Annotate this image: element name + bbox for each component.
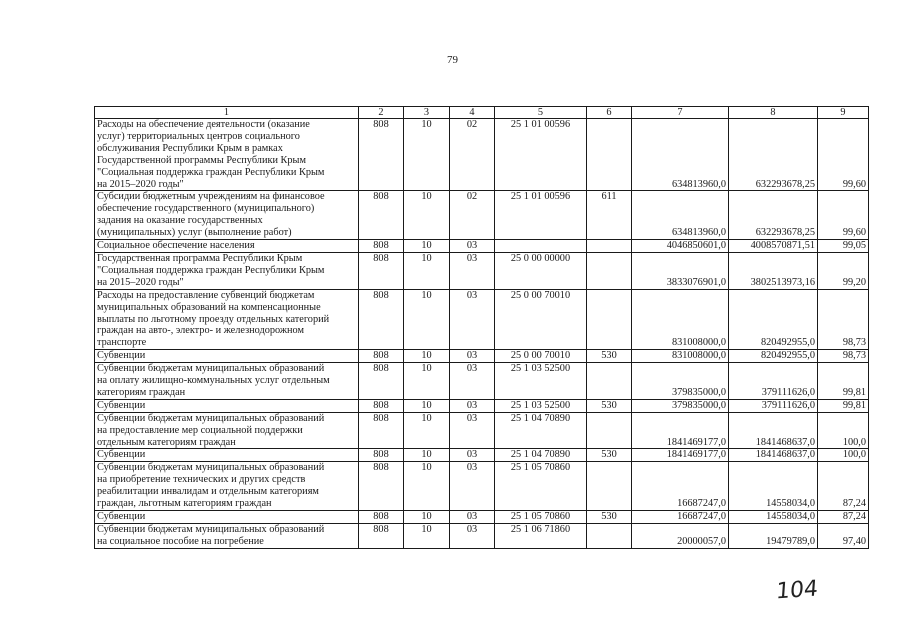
expense-type-cell: 530 <box>587 399 632 412</box>
execution-percent-cell: 98,73 <box>818 289 869 350</box>
admin-code-cell: 808 <box>359 252 404 289</box>
subsection-cell: 03 <box>450 252 495 289</box>
section-cell: 10 <box>404 252 450 289</box>
description-line: Субвенции бюджетам муниципальных образований <box>97 412 325 424</box>
actual-amount-cell: 3802513973,16 <box>729 252 818 289</box>
column-header: 2 <box>359 107 404 119</box>
description-line: на приобретение технических и других средств <box>97 474 306 486</box>
description-line: категориям граждан <box>97 386 186 398</box>
expense-type-cell: 611 <box>587 191 632 240</box>
actual-amount-cell: 820492955,0 <box>729 289 818 350</box>
description-line: услуг) территориальных центров социального <box>97 130 300 142</box>
admin-code-cell: 808 <box>359 191 404 240</box>
subsection-cell: 03 <box>450 350 495 363</box>
description-line: Субвенции <box>97 350 146 362</box>
description-line: на 2015–2020 годы" <box>97 276 184 288</box>
planned-amount-cell: 20000057,0 <box>632 523 729 548</box>
handwritten-page-mark: 104 <box>775 576 819 605</box>
description-line: Расходы на обеспечение деятельности (оказание <box>97 119 310 130</box>
description-line: Субсидии бюджетным учреждениям на финансовое <box>97 191 325 203</box>
admin-code-cell: 808 <box>359 462 404 511</box>
planned-amount-cell: 16687247,0 <box>632 511 729 524</box>
target-article-cell: 25 1 03 52500 <box>495 399 587 412</box>
description-line: "Социальная поддержка граждан Республики Крым <box>97 166 325 178</box>
table-row <box>95 350 869 363</box>
row-description <box>95 252 359 289</box>
description-line: на 2015–2020 годы" <box>97 178 184 190</box>
planned-amount-cell: 831008000,0 <box>632 289 729 350</box>
description-line: на оплату жилищно-коммунальных услуг отдельным <box>97 375 330 387</box>
description-line: муниципальных образований на компенсационные <box>97 301 321 313</box>
target-article-cell: 25 1 05 70860 <box>495 511 587 524</box>
expense-type-cell <box>587 289 632 350</box>
description-line: Социальное обеспечение населения <box>97 240 255 252</box>
actual-amount-cell: 632293678,25 <box>729 119 818 191</box>
admin-code-cell: 808 <box>359 399 404 412</box>
row-description <box>95 412 359 449</box>
actual-amount-cell: 14558034,0 <box>729 462 818 511</box>
section-cell: 10 <box>404 523 450 548</box>
expense-type-cell: 530 <box>587 511 632 524</box>
planned-amount-cell: 4046850601,0 <box>632 240 729 253</box>
row-description <box>95 240 359 253</box>
subsection-cell: 03 <box>450 399 495 412</box>
planned-amount-cell: 634813960,0 <box>632 119 729 191</box>
expense-type-cell <box>587 363 632 400</box>
actual-amount-cell: 4008570871,51 <box>729 240 818 253</box>
description-line: Субвенции бюджетам муниципальных образований <box>97 462 325 474</box>
row-description <box>95 289 359 350</box>
planned-amount-cell: 16687247,0 <box>632 462 729 511</box>
table-row <box>95 523 869 548</box>
section-cell: 10 <box>404 289 450 350</box>
execution-percent-cell: 87,24 <box>818 462 869 511</box>
admin-code-cell: 808 <box>359 289 404 350</box>
target-article-cell: 25 0 00 70010 <box>495 289 587 350</box>
subsection-cell: 03 <box>450 363 495 400</box>
description-line: Субвенции <box>97 511 146 522</box>
subsection-cell: 03 <box>450 523 495 548</box>
description-line: Государственная программа Республики Крым <box>97 252 303 264</box>
section-cell: 10 <box>404 363 450 400</box>
subsection-cell: 03 <box>450 412 495 449</box>
planned-amount-cell: 1841469177,0 <box>632 412 729 449</box>
actual-amount-cell: 820492955,0 <box>729 350 818 363</box>
planned-amount-cell: 1841469177,0 <box>632 449 729 462</box>
description-line: граждан на авто-, электро- и железнодорожном <box>97 325 305 337</box>
expense-type-cell <box>587 252 632 289</box>
budget-table <box>94 106 869 549</box>
row-description <box>95 350 359 363</box>
admin-code-cell: 808 <box>359 119 404 191</box>
planned-amount-cell: 3833076901,0 <box>632 252 729 289</box>
target-article-cell: 25 1 01 00596 <box>495 191 587 240</box>
table-row <box>95 399 869 412</box>
section-cell: 10 <box>404 511 450 524</box>
planned-amount-cell: 379835000,0 <box>632 399 729 412</box>
subsection-cell: 03 <box>450 462 495 511</box>
section-cell: 10 <box>404 119 450 191</box>
execution-percent-cell: 99,81 <box>818 363 869 400</box>
column-header: 9 <box>818 107 869 119</box>
expense-type-cell: 530 <box>587 449 632 462</box>
description-line: выплаты по льготному проезду отдельных категорий <box>97 313 330 325</box>
admin-code-cell: 808 <box>359 511 404 524</box>
subsection-cell: 02 <box>450 191 495 240</box>
description-line: отдельным категориям граждан <box>97 436 236 448</box>
execution-percent-cell: 99,81 <box>818 399 869 412</box>
row-description <box>95 399 359 412</box>
admin-code-cell: 808 <box>359 350 404 363</box>
target-article-cell: 25 1 03 52500 <box>495 363 587 400</box>
table-row <box>95 363 869 400</box>
target-article-cell: 25 1 06 71860 <box>495 523 587 548</box>
row-description <box>95 119 359 191</box>
execution-percent-cell: 97,40 <box>818 523 869 548</box>
description-line: обслуживания Республики Крым в рамках <box>97 142 283 154</box>
row-description <box>95 449 359 462</box>
execution-percent-cell: 99,60 <box>818 191 869 240</box>
target-article-cell: 25 0 00 70010 <box>495 350 587 363</box>
table-row <box>95 191 869 240</box>
execution-percent-cell: 87,24 <box>818 511 869 524</box>
section-cell: 10 <box>404 412 450 449</box>
description-line: Субвенции бюджетам муниципальных образований <box>97 363 325 375</box>
expense-type-cell <box>587 412 632 449</box>
table-row <box>95 511 869 524</box>
section-cell: 10 <box>404 191 450 240</box>
target-article-cell: 25 0 00 00000 <box>495 252 587 289</box>
planned-amount-cell: 634813960,0 <box>632 191 729 240</box>
target-article-cell: 25 1 01 00596 <box>495 119 587 191</box>
expense-type-cell: 530 <box>587 350 632 363</box>
actual-amount-cell: 14558034,0 <box>729 511 818 524</box>
description-line: Субвенции <box>97 449 146 461</box>
section-cell: 10 <box>404 399 450 412</box>
column-header: 3 <box>404 107 450 119</box>
execution-percent-cell: 100,0 <box>818 412 869 449</box>
execution-percent-cell: 99,05 <box>818 240 869 253</box>
table-row <box>95 119 869 191</box>
row-description <box>95 363 359 400</box>
actual-amount-cell: 1841468637,0 <box>729 449 818 462</box>
admin-code-cell: 808 <box>359 412 404 449</box>
actual-amount-cell: 379111626,0 <box>729 363 818 400</box>
target-article-cell <box>495 240 587 253</box>
table-header-row <box>95 107 869 119</box>
table-row <box>95 449 869 462</box>
planned-amount-cell: 831008000,0 <box>632 350 729 363</box>
column-header: 7 <box>632 107 729 119</box>
description-line: на предоставление мер социальной поддержки <box>97 424 303 436</box>
description-line: "Социальная поддержка граждан Республики Крым <box>97 264 325 276</box>
expense-type-cell <box>587 523 632 548</box>
description-line: Государственной программы Республики Крым <box>97 154 306 166</box>
planned-amount-cell: 379835000,0 <box>632 363 729 400</box>
subsection-cell: 03 <box>450 240 495 253</box>
section-cell: 10 <box>404 462 450 511</box>
row-description <box>95 462 359 511</box>
description-line: Расходы на предоставление субвенций бюджетам <box>97 289 315 301</box>
description-line: транспорте <box>97 337 147 349</box>
description-line: Субвенции <box>97 399 146 411</box>
actual-amount-cell: 379111626,0 <box>729 399 818 412</box>
row-description <box>95 191 359 240</box>
table-row <box>95 240 869 253</box>
description-line: задания на оказание государственных <box>97 215 263 227</box>
admin-code-cell: 808 <box>359 240 404 253</box>
actual-amount-cell: 1841468637,0 <box>729 412 818 449</box>
subsection-cell: 03 <box>450 511 495 524</box>
target-article-cell: 25 1 05 70860 <box>495 462 587 511</box>
subsection-cell: 02 <box>450 119 495 191</box>
section-cell: 10 <box>404 449 450 462</box>
execution-percent-cell: 100,0 <box>818 449 869 462</box>
actual-amount-cell: 632293678,25 <box>729 191 818 240</box>
description-line: на социальное пособие на погребение <box>97 535 264 547</box>
row-description <box>95 511 359 524</box>
column-header: 5 <box>495 107 587 119</box>
description-line: обеспечение государственного (муниципального) <box>97 203 315 215</box>
description-line: Субвенции бюджетам муниципальных образований <box>97 523 325 535</box>
admin-code-cell: 808 <box>359 523 404 548</box>
column-header: 8 <box>729 107 818 119</box>
admin-code-cell: 808 <box>359 363 404 400</box>
subsection-cell: 03 <box>450 289 495 350</box>
section-cell: 10 <box>404 350 450 363</box>
table-row <box>95 412 869 449</box>
execution-percent-cell: 98,73 <box>818 350 869 363</box>
actual-amount-cell: 19479789,0 <box>729 523 818 548</box>
subsection-cell: 03 <box>450 449 495 462</box>
description-line: реабилитации инвалидам и отдельным категориям <box>97 486 319 498</box>
expense-type-cell <box>587 119 632 191</box>
execution-percent-cell: 99,60 <box>818 119 869 191</box>
section-cell: 10 <box>404 240 450 253</box>
admin-code-cell: 808 <box>359 449 404 462</box>
target-article-cell: 25 1 04 70890 <box>495 412 587 449</box>
description-line: (муниципальных) услуг (выполнение работ) <box>97 227 292 239</box>
description-line: граждан, льготным категориям граждан <box>97 498 272 510</box>
column-header: 4 <box>450 107 495 119</box>
execution-percent-cell: 99,20 <box>818 252 869 289</box>
table-row <box>95 252 869 289</box>
target-article-cell: 25 1 04 70890 <box>495 449 587 462</box>
page-number: 79 <box>447 54 458 66</box>
expense-type-cell <box>587 462 632 511</box>
column-header: 1 <box>95 107 359 119</box>
column-header: 6 <box>587 107 632 119</box>
row-description <box>95 523 359 548</box>
expense-type-cell <box>587 240 632 253</box>
table-row <box>95 462 869 511</box>
table-row <box>95 289 869 350</box>
